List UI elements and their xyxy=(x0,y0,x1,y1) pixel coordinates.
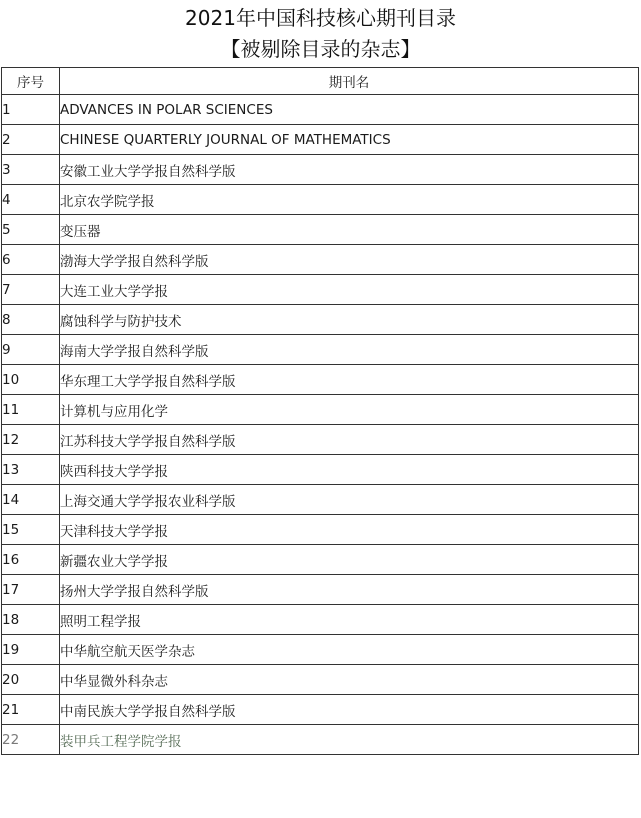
journal-name: 华东理工大学学报自然科学版 xyxy=(60,365,639,395)
row-index: 8 xyxy=(2,305,60,335)
journal-name: ADVANCES IN POLAR SCIENCES xyxy=(60,95,639,125)
journal-name: 装甲兵工程学院学报 xyxy=(60,725,639,755)
row-index: 6 xyxy=(2,245,60,275)
page-subtitle: 【被剔除目录的杂志】 xyxy=(220,37,421,61)
row-index: 2 xyxy=(2,125,60,155)
journal-name: 北京农学院学报 xyxy=(60,185,639,215)
journal-name: 上海交通大学学报农业科学版 xyxy=(60,485,639,515)
table-row xyxy=(2,125,639,155)
row-index: 3 xyxy=(2,155,60,185)
journal-rows xyxy=(2,95,639,755)
journal-name: 安徽工业大学学报自然科学版 xyxy=(60,155,639,185)
journal-table xyxy=(1,67,639,755)
journal-name: 计算机与应用化学 xyxy=(60,395,639,425)
row-index: 9 xyxy=(2,335,60,365)
table-row xyxy=(2,275,639,305)
table-row xyxy=(2,485,639,515)
row-index: 15 xyxy=(2,515,60,545)
table-row xyxy=(2,365,639,395)
journal-name: 扬州大学学报自然科学版 xyxy=(60,575,639,605)
row-index: 18 xyxy=(2,605,60,635)
row-index: 12 xyxy=(2,425,60,455)
journal-name: 中南民族大学学报自然科学版 xyxy=(60,695,639,725)
table-row xyxy=(2,335,639,365)
column-header-index: 序号 xyxy=(2,68,60,95)
row-index: 10 xyxy=(2,365,60,395)
table-row xyxy=(2,605,639,635)
row-index: 13 xyxy=(2,455,60,485)
table-row xyxy=(2,575,639,605)
column-header-journal-name: 期刊名 xyxy=(60,68,639,95)
row-index: 11 xyxy=(2,395,60,425)
table-row xyxy=(2,95,639,125)
row-index: 22 xyxy=(2,725,60,755)
table-row xyxy=(2,305,639,335)
row-index: 19 xyxy=(2,635,60,665)
journal-name: 江苏科技大学学报自然科学版 xyxy=(60,425,639,455)
table-row xyxy=(2,455,639,485)
journal-name: 大连工业大学学报 xyxy=(60,275,639,305)
table-row xyxy=(2,245,639,275)
journal-name: 渤海大学学报自然科学版 xyxy=(60,245,639,275)
table-row xyxy=(2,395,639,425)
journal-name: 中华显微外科杂志 xyxy=(60,665,639,695)
table-row xyxy=(2,635,639,665)
journal-name: 海南大学学报自然科学版 xyxy=(60,335,639,365)
row-index: 20 xyxy=(2,665,60,695)
table-row xyxy=(2,185,639,215)
row-index: 16 xyxy=(2,545,60,575)
row-index: 7 xyxy=(2,275,60,305)
table-row xyxy=(2,725,639,755)
table-row xyxy=(2,695,639,725)
row-index: 5 xyxy=(2,215,60,245)
page-title: 2021年中国科技核心期刊目录 xyxy=(185,6,456,30)
table-row xyxy=(2,215,639,245)
table-row xyxy=(2,155,639,185)
journal-name: 变压器 xyxy=(60,215,639,245)
journal-name: CHINESE QUARTERLY JOURNAL OF MATHEMATICS xyxy=(60,125,639,155)
row-index: 14 xyxy=(2,485,60,515)
table-header-row xyxy=(2,68,639,95)
row-index: 21 xyxy=(2,695,60,725)
journal-name: 腐蚀科学与防护技术 xyxy=(60,305,639,335)
row-index: 17 xyxy=(2,575,60,605)
table-row xyxy=(2,515,639,545)
table-row xyxy=(2,665,639,695)
table-row xyxy=(2,545,639,575)
journal-name: 中华航空航天医学杂志 xyxy=(60,635,639,665)
table-row xyxy=(2,425,639,455)
journal-name: 天津科技大学学报 xyxy=(60,515,639,545)
journal-name: 陕西科技大学学报 xyxy=(60,455,639,485)
row-index: 1 xyxy=(2,95,60,125)
journal-name: 新疆农业大学学报 xyxy=(60,545,639,575)
journal-name: 照明工程学报 xyxy=(60,605,639,635)
row-index: 4 xyxy=(2,185,60,215)
